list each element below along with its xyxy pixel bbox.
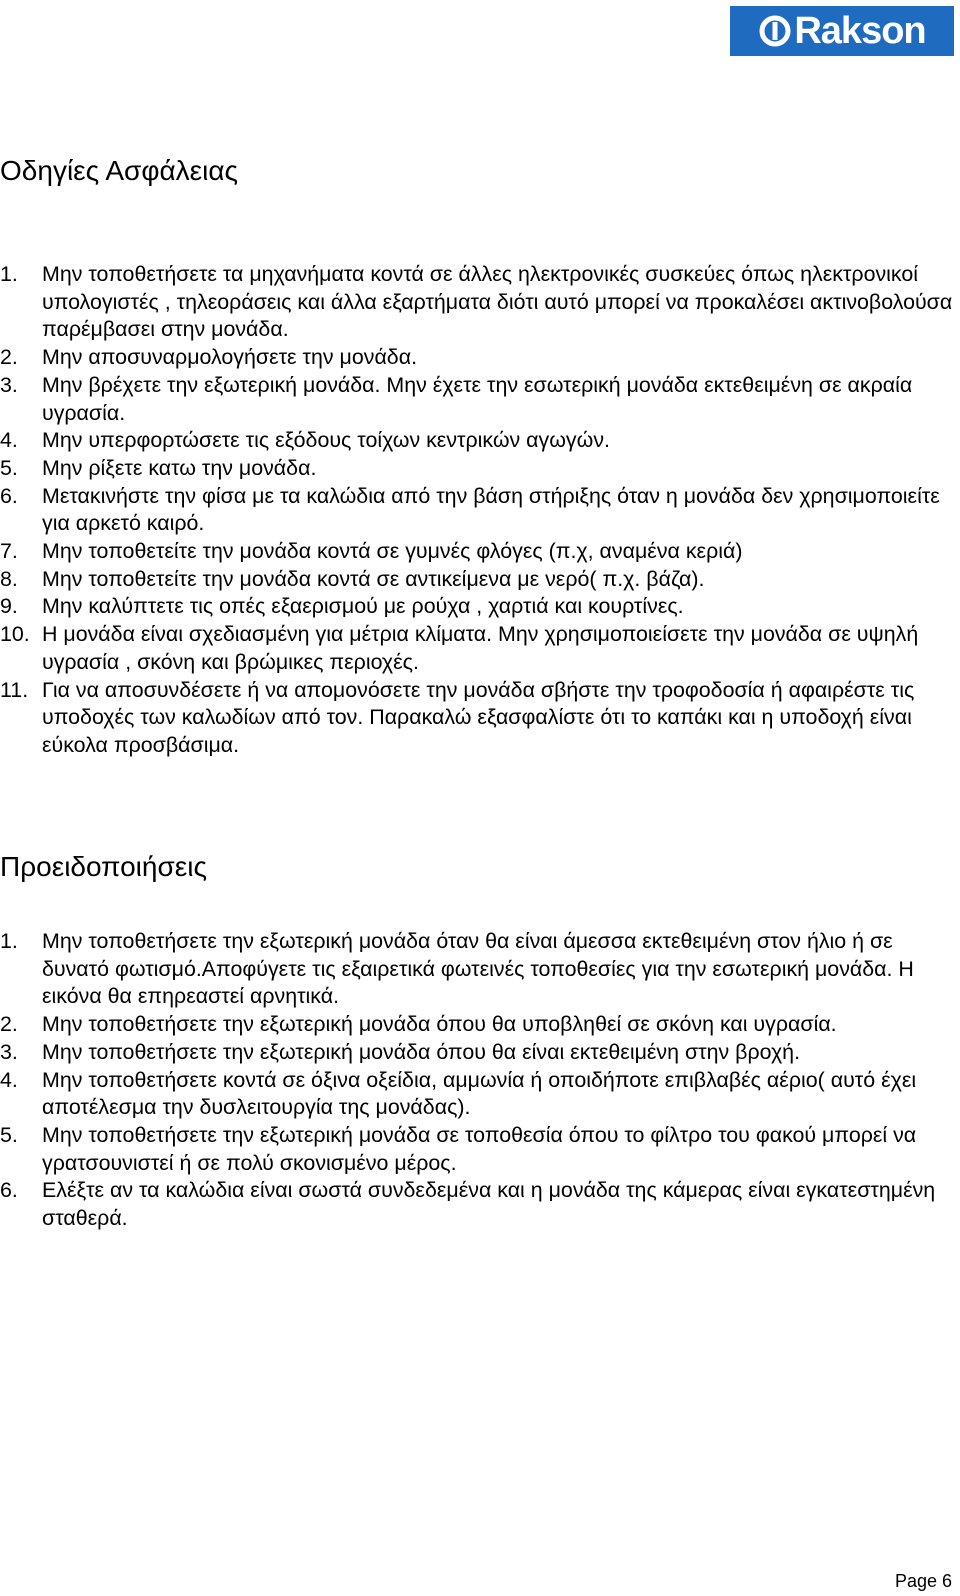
list-item-number: 6. (0, 483, 18, 508)
list-item-number: 4. (0, 428, 18, 453)
list-item-number: 10. (0, 622, 30, 647)
list-item-text: Μην αποσυναρμολογήσετε την μονάδα. (42, 345, 418, 370)
safety-item (0, 593, 960, 621)
warnings-list (0, 928, 960, 1233)
list-item-text: Μετακινήστε την φίσα με τα καλώδια από την βάση στήριξης όταν η μονάδα δεν χρησιμοποιείτε για αρκετό καιρό. (42, 483, 940, 536)
page-number: Page 6 (894, 1571, 952, 1591)
list-item-text: Ελέξτε αν τα καλώδια είναι σωστά συνδεδεμένα και η μονάδα της κάμερας είναι εγκατεστημένη σταθερά. (42, 1178, 936, 1231)
list-item-number: 4. (0, 1067, 18, 1092)
list-item-number: 1. (0, 262, 18, 286)
safety-item (0, 372, 960, 427)
list-item-text: Για να αποσυνδέσετε ή να απομονόσετε την μονάδα σβήστε την τροφοδοσία ή αφαιρέστε τις υποδοχές των καλωδίων από τον. Παρακαλώ εξασφαλίστε ότι το καπάκι και η υποδοχή είναι εύκολα προσβάσιμα. (42, 677, 915, 757)
list-item-text: Μην καλύπτετε τις οπές εξαερισμού με ρούχα , χαρτιά και κουρτίνες. (42, 594, 684, 619)
safety-item (0, 483, 960, 538)
brand-logo-mark (758, 12, 925, 50)
list-item-text: Μην υπερφορτώσετε τις εξόδους τοίχων κεντρικών αγωγών. (42, 428, 610, 453)
brand-logo (730, 6, 954, 56)
safety-instructions-title: Οδηγίες Ασφάλειας (0, 155, 239, 186)
power-o-icon (758, 14, 792, 48)
warning-item (0, 1122, 960, 1177)
warning-item (0, 1067, 960, 1122)
list-item-text: Μην τοποθετήσετε την εξωτερική μονάδα όταν θα είναι άμεσσα εκτεθειμένη στον ήλιο ή σε δυνατό φωτισμό.Αποφύγετε τις εξαιρετικά φωτεινές τοποθεσίες για την εσωτερική μονάδα. Η εικόνα θα επηρεαστεί αρνητικά. (42, 929, 914, 1009)
safety-item (0, 344, 960, 372)
list-item-number: 11. (0, 677, 29, 702)
list-item-number: 2. (0, 345, 18, 370)
list-item-text: Μην τοποθετήσετε τα μηχανήματα κοντά σε άλλες ηλεκτρονικές συσκεύες όπως ηλεκτρονικοί υπολογιστές , τηλεοράσεις και άλλα εξαρτήματα διότι αυτό μπορεί να προκαλέσει ακτινοβολούσα παρέμβασει στην μονάδα. (42, 262, 953, 342)
safety-item (0, 566, 960, 594)
list-item-number: 3. (0, 372, 18, 397)
list-item-number: 2. (0, 1012, 18, 1037)
warning-item (0, 1011, 960, 1039)
list-item-number: 5. (0, 455, 18, 480)
list-item-number: 5. (0, 1122, 18, 1147)
list-item-text: Μην τοποθετήσετε την εξωτερική μονάδα όπου θα είναι εκτεθειμένη στην βροχή. (42, 1039, 801, 1064)
warning-item (0, 1039, 960, 1067)
safety-instructions-list (0, 261, 960, 760)
warning-item (0, 1177, 960, 1232)
list-item-text: Μην τοποθετείτε την μονάδα κοντά σε γυμνές φλόγες (π.χ, αναμένα κεριά) (42, 539, 743, 564)
list-item-text: Μην βρέχετε την εξωτερική μονάδα. Μην έχετε την εσωτερική μονάδα εκτεθειμένη σε ακραία υγρασία. (42, 372, 913, 425)
list-item-text: Μην ρίξετε κατω την μονάδα. (42, 455, 317, 480)
list-item-text: Μην τοποθετείτε την μονάδα κοντά σε αντικείμενα με νερό( π.χ. βάζα). (42, 566, 705, 591)
list-item-number: 8. (0, 566, 18, 591)
safety-item (0, 261, 960, 344)
safety-item (0, 677, 960, 760)
list-item-number: 6. (0, 1178, 18, 1203)
warning-item (0, 928, 960, 1011)
list-item-text: Μην τοποθετήσετε κοντά σε όξινα οξείδια, αμμωνία ή οποιδήποτε επιβλαβές αέριο( αυτό έχει αποτέλεσμα την δυσλειτουργία της μονάδας). (42, 1067, 917, 1120)
list-item-number: 7. (0, 539, 18, 564)
safety-item (0, 427, 960, 455)
list-item-number: 3. (0, 1039, 18, 1064)
list-item-text: Μην τοποθετήσετε την εξωτερική μονάδα όπου θα υποβληθεί σε σκόνη και υγρασία. (42, 1012, 837, 1037)
list-item-number: 1. (0, 929, 18, 953)
list-item-text: Μην τοποθετήσετε την εξωτερική μονάδα σε τοποθεσία όπου το φίλτρο του φακού μπορεί να γρατσουνιστεί ή σε πολύ σκονισμένο μέρος. (42, 1122, 917, 1175)
safety-item (0, 455, 960, 483)
list-item-number: 9. (0, 594, 18, 619)
safety-item (0, 538, 960, 566)
warnings-title: Προειδοποιήσεις (0, 851, 207, 882)
brand-logo-text: Rakson (794, 10, 926, 52)
safety-item (0, 621, 960, 676)
list-item-text: Η μονάδα είναι σχεδιασμένη για μέτρια κλίματα. Μην χρησιμοποιείσετε την μονάδα σε υψηλή υγρασία , σκόνη και βρώμικες περιοχές. (42, 622, 919, 674)
